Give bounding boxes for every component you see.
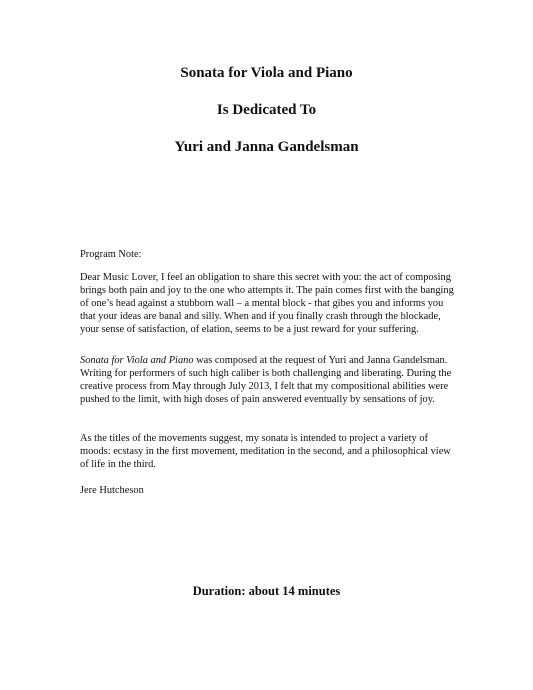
program-note-paragraph-1: Dear Music Lover, I feel an obligation to share this secret with you: the act of composing brings both pain and joy to the one who attempts it. The pain comes first with the banging of one’s head against a stubborn wall – a mental block - that gibes you and informs you that your ideas are banal and silly. When and if you finally crash through the blockade, your sense of satisfaction, of elation, seems to be a just reward for your suffering. [80, 272, 454, 335]
paragraph-2-text: was composed at the request of Yuri and Janna Gandelsman. Writing for performers of such high caliber is both challenging and liberating. During the creative process from May through July 2013, I felt that my compositional abilities were pushed to the limit, with high doses of pain answered eventually by sensations of joy. [80, 355, 452, 405]
program-note-paragraph-3: As the titles of the movements suggest, my sonata is intended to project a variety of moods: ecstasy in the first movement, meditation in the second, and a philosophical view of life in the third. [80, 433, 451, 470]
duration-text: Duration: about 14 minutes [192, 584, 341, 598]
program-note-paragraph-2 [80, 354, 460, 406]
author-signature: Jere Hutcheson [80, 485, 144, 496]
dedicatees: Yuri and Janna Gandelsman [174, 139, 359, 155]
work-title-italic: Sonata for Viola and Piano [80, 355, 194, 366]
piece-title: Sonata for Viola and Piano [180, 65, 353, 81]
dedication-heading: Is Dedicated To [216, 102, 317, 118]
program-note-label: Program Note: [80, 249, 142, 260]
